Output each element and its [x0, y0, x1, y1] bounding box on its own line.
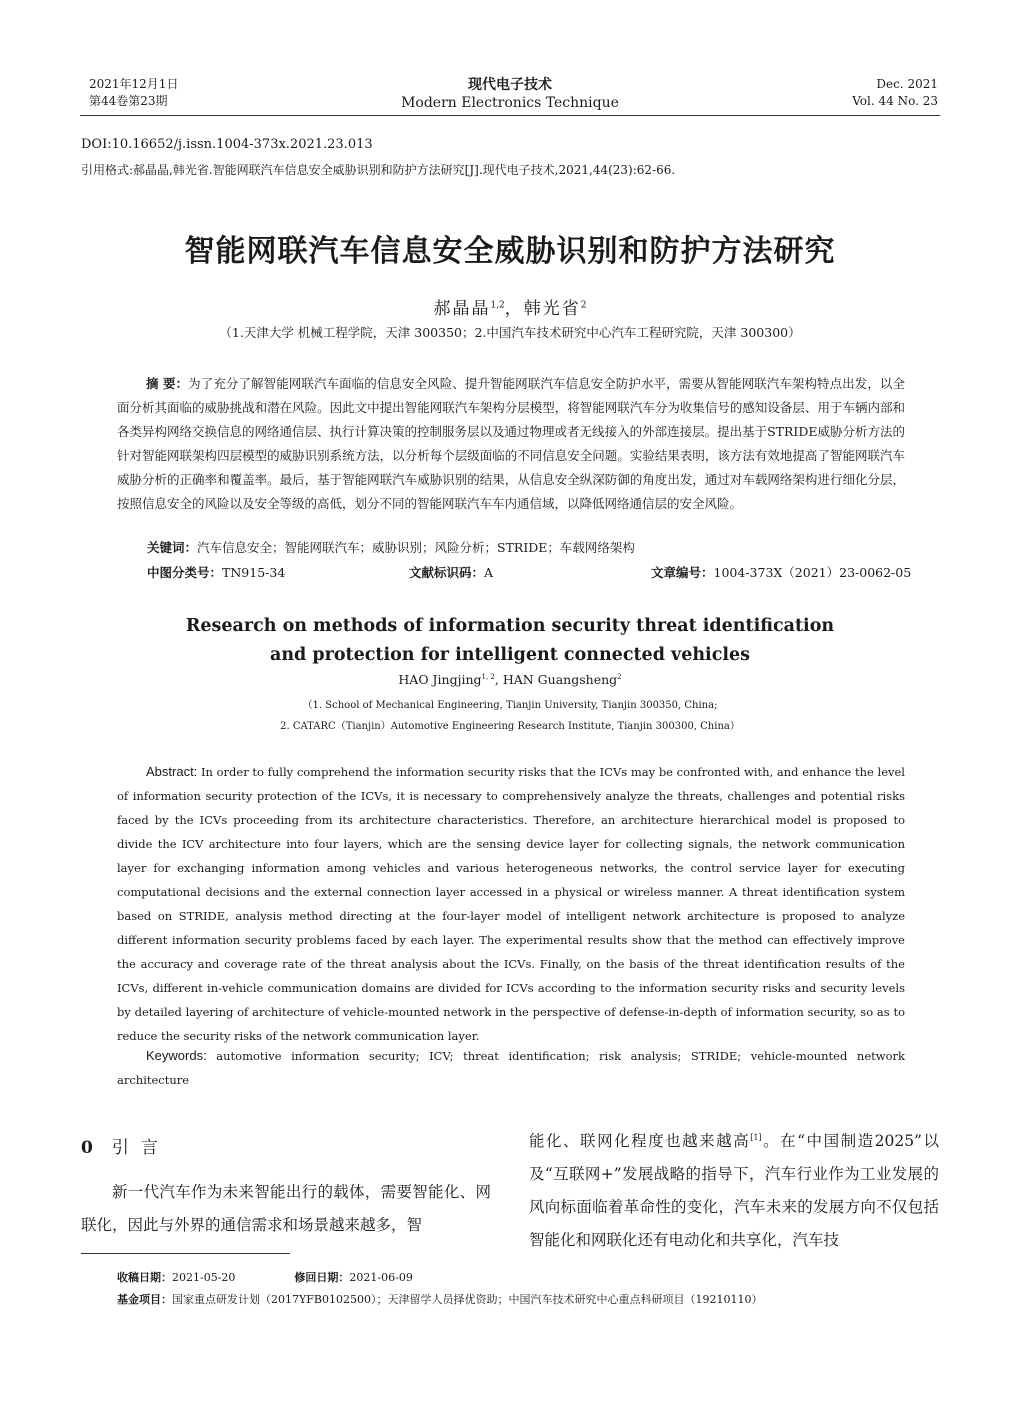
affiliation-en-line: （1. School of Mechanical Engineering, Tianjin University, Tianjin 300350, China;: [302, 700, 718, 711]
received-date: 2021-05-20: [172, 1271, 236, 1284]
author-affiliation-mark: 2: [617, 672, 622, 681]
issue-volume-en: Vol. 44 No. 23: [852, 94, 938, 108]
footnote-dates: [117, 1269, 413, 1285]
abstract-label-cn: 摘 要：: [146, 376, 189, 391]
keywords-en: [117, 1044, 905, 1092]
paper-title-en-line: Research on methods of information security threat identification: [185, 616, 835, 636]
keywords-text-cn: 汽车信息安全；智能网联汽车；威胁识别；风险分析；STRIDE；车载网络架构: [197, 540, 635, 555]
clc-label: 中图分类号：: [147, 565, 223, 580]
body-text: 。在“中国制造2025”以及“互联网+”发展战略的指导下，汽车行业作为工业发展的风向标面临着革命性的变化，汽车未来的发展方向不仅包括智能化和网联化还有电动化和共享化，汽车技: [529, 1132, 939, 1250]
journal-name-cn: 现代电子技术: [468, 77, 552, 93]
clc-number: [147, 563, 285, 581]
abstract-text-cn: 为了充分了解智能网联汽车面临的信息安全风险、提升智能网联汽车信息安全防护水平，需要从智能网联汽车架构特点出发，以全面分析其面临的威胁挑战和潜在风险。因此文中提出智能网联汽车架构分层模型，将智能网联汽车分为收集信号的感知设备层、用于车辆内部和各类异构网络交换信息的网络通信层、执行计算决策的控制服务层以及通过物理或者无线接入的外部连接层。提出基于STRIDE威胁分析方法的针对智能网联架构四层模型的威胁识别系统方法，以分析每个层级面临的不同信息安全问题。实验结果表明，该方法有效地提高了智能网联汽车威胁分析的正确率和覆盖率。最后，基于智能网联汽车威胁识别的结果，从信息安全纵深防御的角度出发，通过对车载网络架构进行细化分层，按照信息安全的风险以及安全等级的高低，划分不同的智能网联汽车车内通信域，以降低网络通信层的安全风险。: [117, 376, 905, 511]
issue-date-cn: 2021年12月1日: [89, 77, 179, 91]
author-separator: ，: [504, 299, 524, 319]
journal-name-en: Modern Electronics Technique: [401, 95, 619, 111]
body-column-left: 新一代汽车作为未来智能出行的载体，需要智能化、网联化，因此与外界的通信需求和场景越来越多，智: [81, 1183, 491, 1234]
abstract-cn: [117, 372, 905, 516]
article-number: [651, 563, 911, 581]
authors-cn: [0, 294, 1020, 319]
revised-label: 修回日期：: [294, 1271, 350, 1284]
keywords-label-en: Keywords:: [146, 1048, 207, 1063]
author-affiliation-mark: 2: [580, 300, 587, 311]
citation: 引用格式:郝晶晶,韩光省.智能网联汽车信息安全威胁识别和防护方法研究[J].现代电子技术,2021,44(23):62-66.: [81, 163, 676, 177]
section-title: 引言: [111, 1138, 170, 1158]
doc-code-value: A: [484, 565, 494, 580]
affiliation-en-line: 2. CATARC（Tianjin）Automotive Engineering Research Institute, Tianjin 300300, China）: [280, 721, 740, 732]
footnote-funding: [117, 1291, 762, 1307]
clc-value: TN915-34: [222, 565, 286, 580]
author-separator: ,: [494, 672, 503, 687]
authors-en: [0, 672, 1020, 687]
author-name-en: HAO Jingjing: [398, 672, 482, 687]
article-number-label: 文章编号：: [651, 565, 714, 580]
affiliation-en: [0, 695, 1020, 737]
footnote-rule: [81, 1253, 290, 1254]
author-name: 郝晶晶: [433, 299, 491, 319]
received-label: 收稿日期：: [117, 1271, 172, 1284]
author-affiliation-mark: 1, 2: [481, 672, 495, 681]
header-rule: [80, 115, 940, 116]
reference-marker[interactable]: [1]: [750, 1133, 762, 1142]
body-text: 能化、联网化程度也越来越高: [529, 1132, 751, 1151]
funding-text: 国家重点研发计划（2017YFB0102500）；天津留学人员择优资助；中国汽车技术研究中心重点科研项目（19210110）: [172, 1293, 763, 1306]
abstract-text-en: In order to fully comprehend the information security risks that the ICVs may be confronted with, and enhance the level of information security protection of the ICVs, it is necessary to comprehensively analyze the threats, challenges and potential risks faced by the ICVs proceeding from its architecture characteristics. Therefore, an architecture hierarchical model is proposed to divide the ICV architecture into four layers, which are the sensing device layer for collecting signals, the network communication layer for exchanging information among vehicles and various heterogeneous networks, the control service layer for executing computational decisions and the external connection layer accessed in a physical or wireless manner. A threat identification system based on STRIDE, analysis method directing at the four-layer model of intelligent network architecture is proposed to analyze different information security problems faced by each layer. The experimental results show that the method can effectively improve the accuracy and coverage rate of the threat analysis about the ICVs. Finally, on the basis of the threat identification results of the ICVs, different in-vehicle communication domains are divided for ICVs according to the information security risks and security levels by detailed layering of architecture of vehicle-mounted network in the perspective of defense-in-depth of information security, so as to reduce the security risks of the network communication layer.: [117, 765, 905, 1043]
revised-date: 2021-06-09: [349, 1271, 413, 1284]
header-left: [89, 76, 178, 110]
issue-volume-cn: 第44卷第23期: [89, 94, 168, 108]
paper-title-cn: 智能网联汽车信息安全威胁识别和防护方法研究: [184, 234, 836, 269]
paper-title-en-line: and protection for intelligent connected vehicles: [269, 645, 750, 665]
abstract-label-en: Abstract:: [146, 764, 198, 779]
body-column-right: [529, 1121, 939, 1257]
author-name: 韩光省: [523, 299, 581, 319]
issue-date-en: Dec. 2021: [876, 77, 938, 91]
article-number-value: 1004-373X（2021）23-0062-05: [713, 565, 912, 580]
keywords-text-en: automotive information security; ICV; threat identification; risk analysis; STRIDE; vehicle-mounted network architecture: [117, 1049, 905, 1087]
doc-code-label: 文献标识码：: [409, 565, 485, 580]
section-heading: [81, 1133, 170, 1158]
author-affiliation-mark: 1,2: [490, 300, 505, 311]
keywords-cn: [147, 538, 635, 556]
keywords-label-cn: 关键词：: [147, 540, 198, 555]
author-name-en: HAN Guangsheng: [502, 672, 618, 687]
header-center: [380, 76, 640, 112]
document-code: [409, 563, 493, 581]
funding-label: 基金项目：: [117, 1293, 172, 1306]
section-number: 0: [81, 1138, 94, 1158]
doi: DOI:10.16652/j.issn.1004-373x.2021.23.013: [81, 137, 373, 152]
header-right: [852, 76, 938, 110]
paper-title-en: [0, 612, 1020, 670]
affiliation-cn: （1.天津大学 机械工程学院，天津 300350；2.中国汽车技术研究中心汽车工程研究院，天津 300300）: [219, 325, 801, 340]
abstract-en: [117, 760, 905, 1048]
